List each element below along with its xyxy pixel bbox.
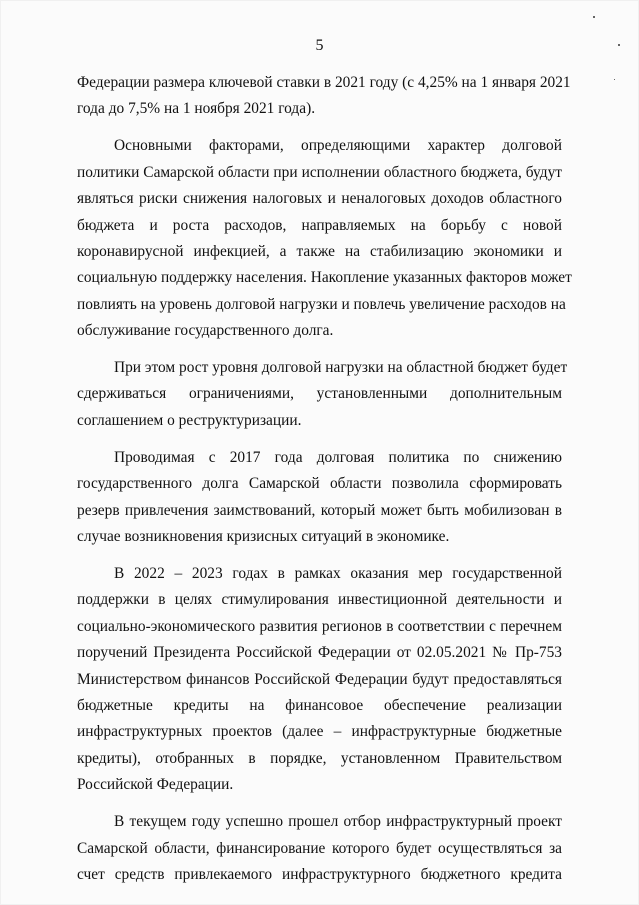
text-line: Основными факторами, определяющими характер долговой [114, 137, 562, 155]
scan-speck [614, 79, 615, 80]
text-line: счет средств привлекаемого инфраструктурного бюджетного кредита [77, 865, 562, 883]
text-line: Российской Федерации. [77, 776, 234, 794]
paragraph [77, 561, 562, 799]
text-line: резерв привлечения заимствований, который может быть мобилизован в [77, 501, 562, 519]
paragraph [77, 445, 562, 551]
text-line: При этом рост уровня долговой нагрузки на областной бюджет будет [114, 359, 568, 377]
text-line: коронавирусной инфекцией, а также на стабилизацию экономики и [77, 242, 562, 260]
text-line: обслуживание государственного долга. [77, 322, 334, 340]
text-line: политики Самарской области при исполнении областного бюджета, будут [77, 163, 562, 181]
text-line: повлиять на уровень долговой нагрузки и повлечь увеличение расходов на [77, 295, 566, 313]
text-line: социальную поддержку населения. Накопление указанных факторов может [77, 269, 572, 287]
text-line: соглашением о реструктуризации. [77, 411, 302, 429]
text-line: социально-экономического развития регионов в соответствии с перечнем [77, 617, 562, 635]
page-number: 5 [315, 37, 324, 54]
paragraph [77, 70, 571, 123]
text-line: В текущем году успешно прошел отбор инфраструктурный проект [114, 813, 562, 831]
text-line: бюджетные кредиты на финансовое обеспечение реализации [77, 696, 562, 714]
text-line: поддержки в целях стимулирования инвестиционной деятельности и [77, 591, 562, 609]
document-body [77, 70, 572, 899]
scan-speck [593, 16, 595, 18]
text-line: Федерации размера ключевой ставки в 2021 году (с 4,25% на 1 января 2021 [77, 74, 571, 91]
text-line: государственного долга Самарской области позволила сформировать [77, 475, 562, 493]
text-line: года до 7,5% на 1 ноября 2021 года). [77, 100, 316, 118]
text-line: бюджета и роста расходов, направляемых на борьбу с новой [77, 216, 562, 234]
text-line: сдерживаться ограничениями, установленными дополнительным [77, 385, 562, 403]
paragraph [77, 133, 572, 344]
text-line: кредиты), отобранных в порядке, установленном Правительством [77, 749, 562, 767]
text-line: Самарской области, финансирование которого будет осуществляться за [77, 839, 562, 857]
text-line: Министерством финансов Российской Федерации будут предоставляться [77, 670, 562, 688]
text-line: Проводимая с 2017 года долговая политика по снижению [114, 448, 562, 466]
text-line: инфраструктурных проектов (далее – инфраструктурные бюджетные [77, 723, 562, 741]
text-line: В 2022 – 2023 годах в рамках оказания мер государственной [114, 565, 562, 583]
paragraph [77, 355, 568, 434]
text-line: поручений Президента Российской Федерации от 02.05.2021 № Пр-753 [77, 644, 562, 662]
paragraph [77, 809, 562, 888]
text-line: являться риски снижения налоговых и неналоговых доходов областного [77, 190, 562, 208]
text-line: случае возникновения кризисных ситуаций в экономике. [77, 528, 450, 546]
